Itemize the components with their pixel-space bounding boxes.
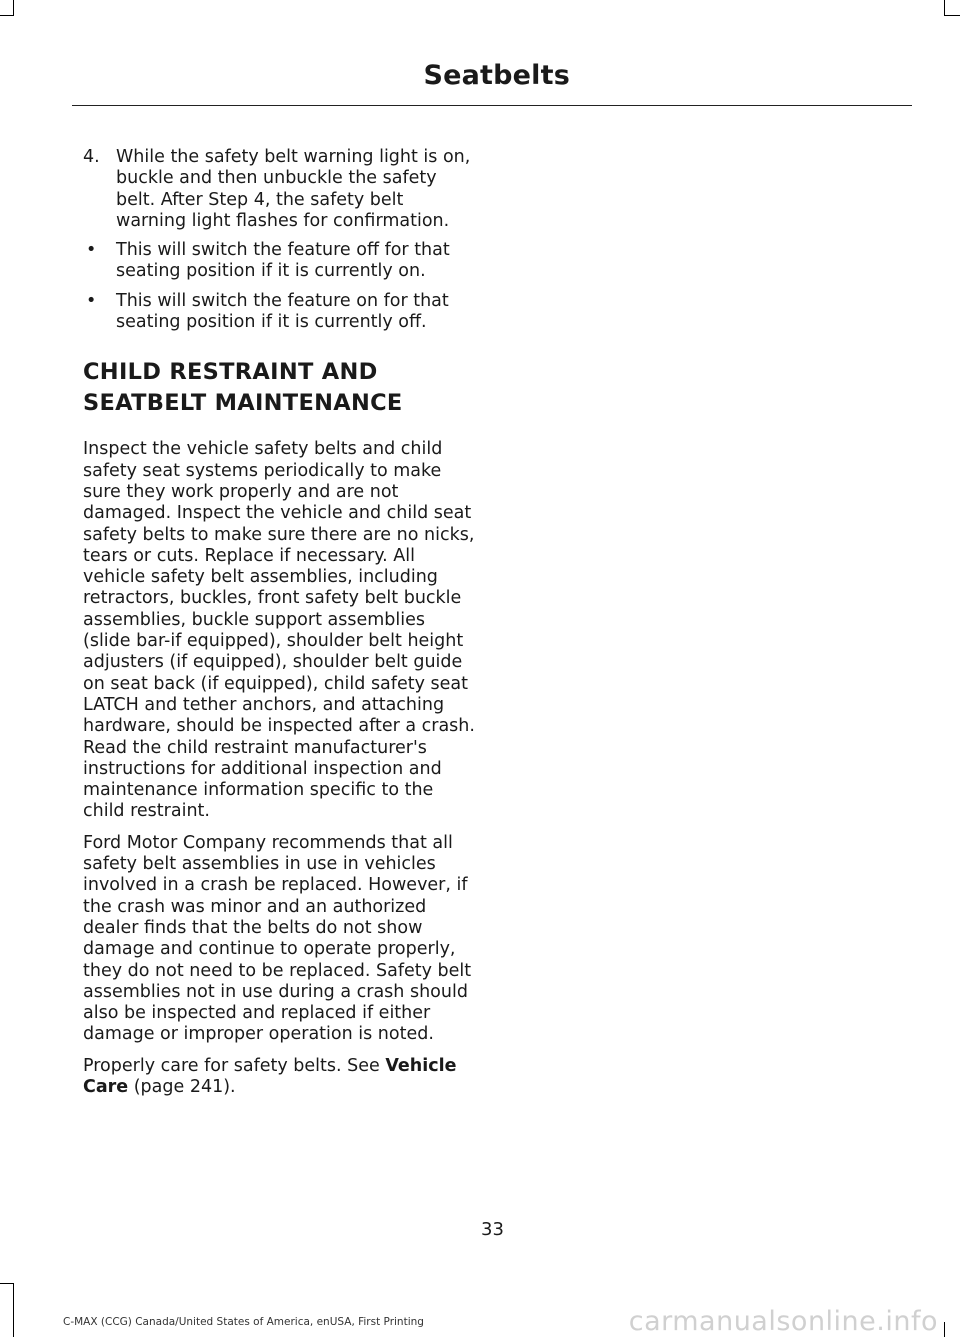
page-number: 33 [481, 1219, 504, 1240]
section-heading-line-2: SEATBELT MAINTENANCE [83, 390, 403, 417]
bullet-icon: • [86, 290, 97, 311]
crop-mark-bottom-left [13, 1283, 14, 1337]
care-text: Properly care for safety belts. See [83, 1055, 386, 1076]
section-heading [83, 357, 478, 419]
numbered-step [83, 147, 478, 232]
header-divider [72, 105, 912, 106]
footer-text: C-MAX (CCG) Canada/United States of America, enUSA, First Printing [63, 1316, 424, 1328]
bullet-item [83, 291, 478, 334]
crop-mark-top-left [13, 0, 14, 16]
paragraph-inspection: Inspect the vehicle safety belts and child safety seat systems periodically to make sure they work properly and are not damaged. Inspect the vehicle and child seat safety belts to make sure there are no nicks, tears or cuts. Replace if necessary. All vehicle safety belt assemblies, including retractors, buckles, front safety belt buckle assemblies, buckle support assemblies (slide bar-if equipped), shoulder belt height adjusters (if equipped), shoulder belt guide on seat back (if equipped), child safety seat LATCH and tether anchors, and attaching hardware, should be inspected after a crash. Read the child restraint manufacturer's instructions for additional inspection and maintenance information specific to the child restraint. [83, 439, 475, 822]
paragraph-care [83, 1056, 478, 1099]
section-heading-line-1: CHILD RESTRAINT AND [83, 359, 378, 386]
crop-mark-top-right-h [944, 15, 960, 16]
watermark-logo: carmanualsonline.info [628, 1306, 938, 1337]
vehicle-care-link[interactable]: Vehicle Care [83, 1055, 457, 1097]
bullet-icon: • [86, 240, 97, 261]
step-text: While the safety belt warning light is on, buckle and then unbuckle the safety belt. After Step 4, the safety belt warning light flashes for confirmation. [116, 147, 471, 231]
care-page-ref: (page 241). [128, 1076, 236, 1097]
bullet-text: This will switch the feature off for that seating position if it is currently on. [116, 240, 450, 282]
crop-mark-bottom-right [944, 1322, 945, 1337]
bullet-item [83, 240, 478, 283]
step-number: 4. [83, 147, 100, 167]
paragraph-replacement: Ford Motor Company recommends that all safety belt assemblies in use in vehicles involved in a crash be replaced. However, if the crash was minor and an authorized dealer finds that the belts do not show damage and continue to operate properly, they do not need to be replaced. Safety belt assemblies not in use during a crash should also be inspected and replaced if either damage or improper operation is noted. [83, 832, 472, 1045]
page-title: Seatbelts [423, 60, 570, 91]
crop-mark-top-left-h [0, 15, 14, 16]
crop-mark-top-right [944, 0, 945, 16]
main-content [83, 147, 478, 1108]
crop-mark-bottom-left-h [0, 1283, 14, 1284]
bullet-text: This will switch the feature on for that seating position if it is currently off. [116, 290, 449, 333]
